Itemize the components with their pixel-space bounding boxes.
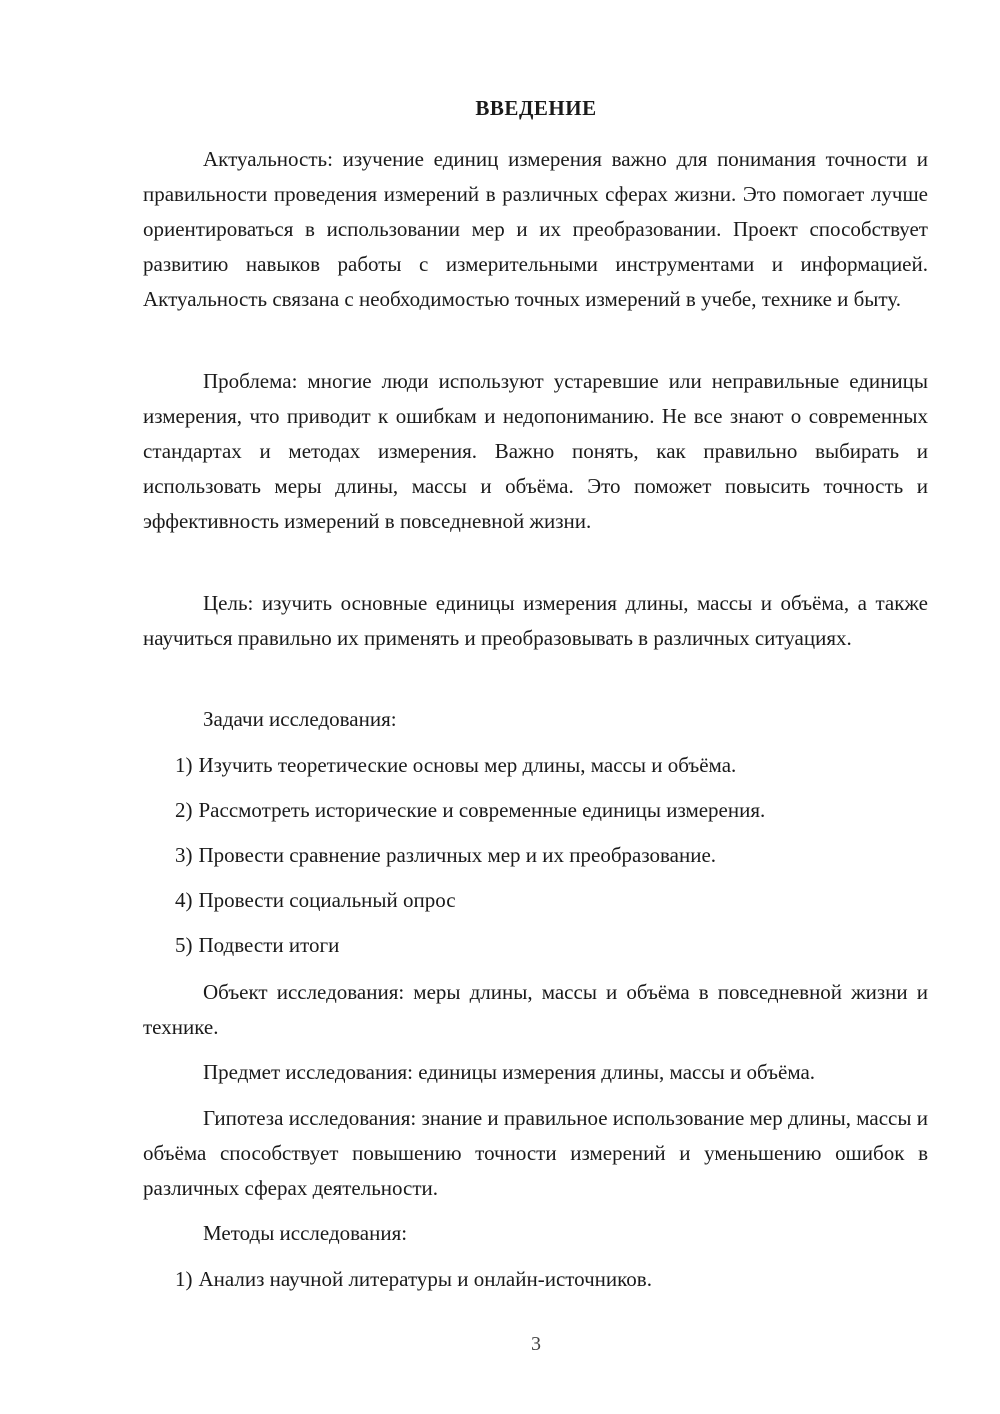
method-text: Анализ научной литературы и онлайн-источников. [198,1267,652,1291]
task-number: 1) [175,753,193,777]
paragraph-goal: Цель: изучить основные единицы измерения длины, массы и объёма, а также научиться правильно их применять и преобразовывать в различных ситуациях. [143,591,928,650]
task-text: Провести социальный опрос [198,888,456,912]
paragraph-problem: Проблема: многие люди используют устаревшие или неправильные единицы измерения, что приводит к ошибкам и недопониманию. Не все знают о современных стандартах и методах измерения. Важно понять, как правильно выбирать и использовать меры длины, массы и объёма. Это поможет повысить точность и эффективность измерений в повседневной жизни. [143,369,928,533]
task-text: Рассмотреть исторические и современные единицы измерения. [198,798,766,822]
task-item [175,838,935,873]
paragraph-object: Объект исследования: меры длины, массы и объёма в повседневной жизни и технике. [143,980,928,1039]
task-text: Провести сравнение различных мер и их преобразование. [198,843,717,867]
method-item [175,1262,935,1297]
task-item [175,748,935,783]
paragraph-hypothesis: Гипотеза исследования: знание и правильное использование мер длины, массы и объёма способствует повышению точности измерений и уменьшению ошибок в различных сферах деятельности. [143,1106,928,1200]
paragraph-relevance: Актуальность: изучение единиц измерения важно для понимания точности и правильности проведения измерений в различных сферах жизни. Это помогает лучше ориентироваться в использовании мер и их преобразовании. Проект способствует развитию навыков работы с измерительными инструментами и информацией. Актуальность связана с необходимостью точных измерений в учебе, технике и быту. [143,147,928,311]
page-number: 3 [531,1333,541,1355]
page-title: ВВЕДЕНИЕ [475,96,597,120]
task-item [175,928,935,963]
task-number: 5) [175,933,193,957]
task-number: 2) [175,798,193,822]
task-item [175,883,935,918]
task-text: Изучить теоретические основы мер длины, массы и объёма. [198,753,737,777]
paragraph-subject: Предмет исследования: единицы измерения длины, массы и объёма. [203,1060,816,1084]
task-number: 3) [175,843,193,867]
tasks-title: Задачи исследования: [203,707,397,731]
task-number: 4) [175,888,193,912]
task-text: Подвести итоги [198,933,340,957]
method-number: 1) [175,1267,193,1291]
task-item [175,793,935,828]
methods-title: Методы исследования: [203,1221,408,1245]
